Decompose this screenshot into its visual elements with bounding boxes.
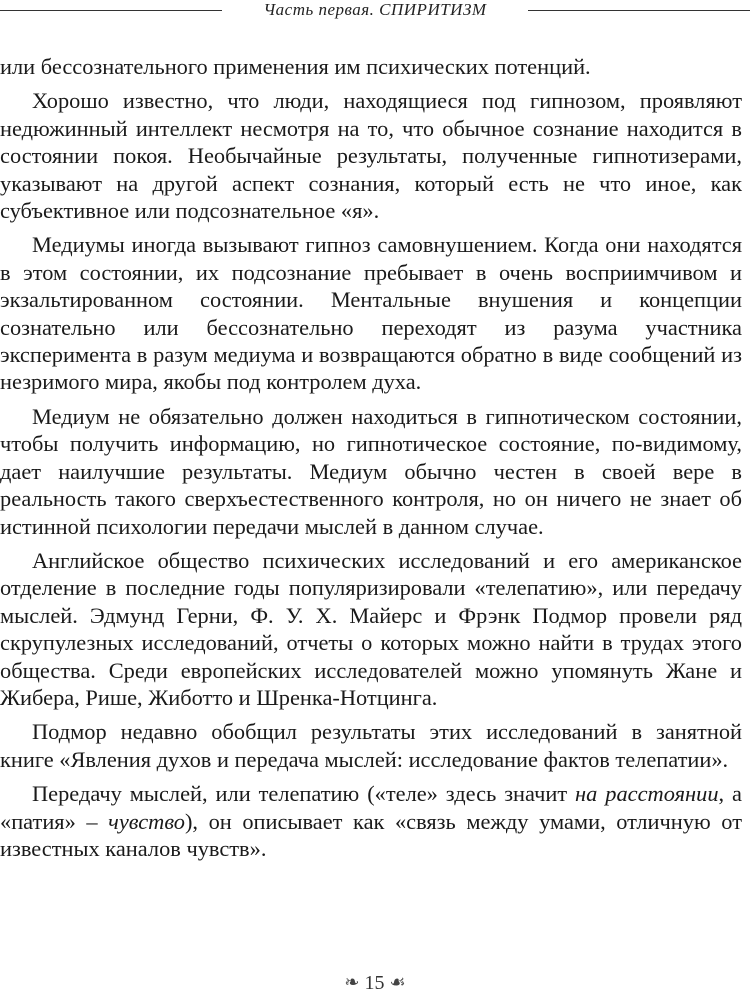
paragraph-7: Передачу мыслей, или телепатию («теле» здесь значит на расстоянии, а «патия» – чувство), он описывает как «связь между умами, отличную от известных каналов чувств».: [0, 781, 742, 861]
paragraph-3: Медиумы иногда вызывают гипноз самовнушением. Когда они находятся в этом состоянии, их подсознание пребывает в очень восприимчивом и экзальтированном состоянии. Ментальные внушения и концепции сознательно или бессознательно переходят из разума участника эксперимента в разум медиума и возвращаются обратно в виде сообщений из незримого мира, якобы под контролем духа.: [0, 232, 742, 395]
page-folio: [0, 972, 750, 1000]
italic-term: чувство: [108, 808, 185, 834]
folio-ornament-right-icon: ☙: [389, 972, 406, 992]
paragraph-5: Английское общество психических исследований и его американское отделение в последние годы популяризировали «телепатию», или передачу мыслей. Эдмунд Герни, Ф. У. Х. Майерс и Фрэнк Подмор провели ряд скрупулезных исследований, отчеты о которых можно найти в трудах этого общества. Среди европейских исследователей можно упомянуть Жане и Жибера, Рише, Жиботто и Шренка-Нотцинга.: [0, 547, 742, 710]
paragraph-2: Хорошо известно, что люди, находящиеся под гипнозом, проявляют недюжинный интеллект несмотря на то, что обычное сознание находится в состоянии покоя. Необычайные результаты, полученные гипнотизерами, указывают на другой аспект сознания, который есть не что иное, как субъективное или подсознательное «я».: [0, 88, 742, 224]
paragraph-6: Подмор недавно обобщил результаты этих исследований в занятной книге «Явления духов и передача мыслей: исследование фактов телепатии».: [0, 719, 742, 772]
folio-ornament-left-icon: ❧: [344, 972, 360, 992]
page-number: 15: [364, 972, 385, 994]
paragraph-4: Медиум не обязательно должен находиться в гипнотическом состоянии, чтобы получить информацию, но гипнотическое состояние, по-видимому, дает наилучшие результаты. Медиум обычно честен в своей вере в реальность такого сверхъестественного контроля, но он ничего не знает об истинной психологии передачи мыслей в данном случае.: [0, 403, 742, 539]
paragraph-1: или бессознательного применения им психических потенций.: [0, 54, 591, 79]
header-rule-right: [528, 10, 750, 11]
running-header: [0, 0, 750, 22]
header-rule-left: [0, 10, 222, 11]
body-text: [0, 53, 742, 869]
header-title: Часть первая. СПИРИТИЗМ: [263, 0, 487, 19]
italic-term: на расстоянии: [575, 781, 719, 807]
